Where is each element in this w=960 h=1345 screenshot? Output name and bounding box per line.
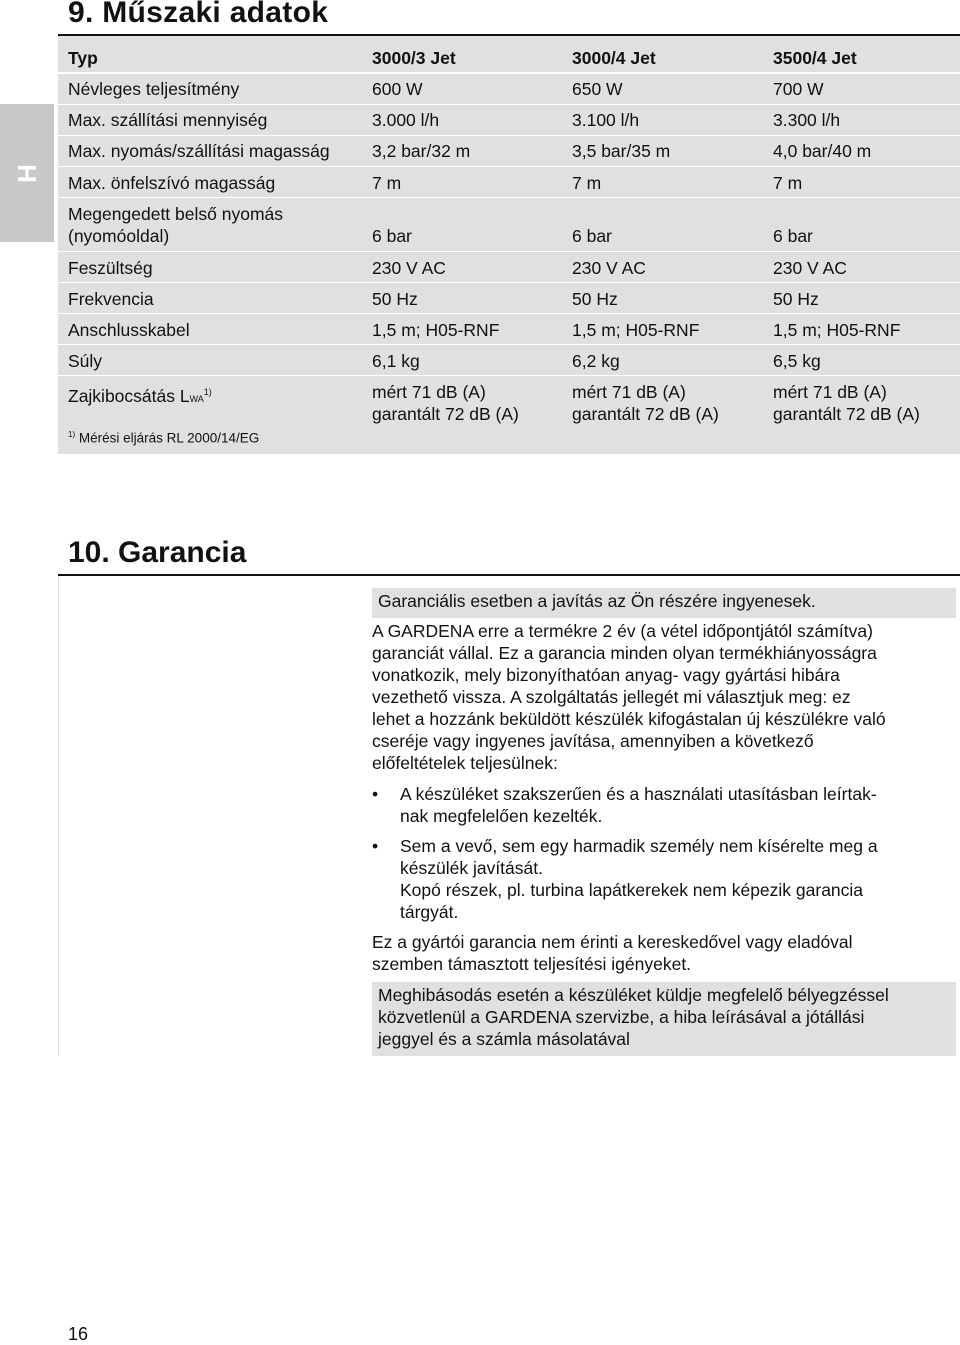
row-value: 50 Hz [773, 289, 819, 309]
row-separator [58, 251, 960, 252]
row-value: 6,2 kg [572, 351, 620, 371]
row-value: 700 W [773, 79, 824, 99]
row-value: mért 71 dB (A) [572, 382, 686, 402]
page-number: 16 [68, 1324, 89, 1344]
row-value: 50 Hz [572, 289, 618, 309]
row-value: 7 m [773, 173, 803, 193]
row-value: 3.300 l/h [773, 110, 841, 130]
row-value: 230 V AC [572, 258, 646, 278]
row-value: 6,5 kg [773, 351, 821, 371]
margin-rule [58, 576, 59, 1056]
row-value: 230 V AC [773, 258, 847, 278]
row-label: Max. szállítási mennyiség [68, 110, 268, 130]
row-separator [58, 166, 960, 167]
row-value: 6,1 kg [372, 351, 420, 371]
section-9-title: 9. Műszaki adatok [68, 0, 329, 29]
row-separator [58, 375, 960, 376]
row-label: Max. nyomás/szállítási magasság [68, 141, 330, 161]
row-label: Súly [68, 351, 103, 371]
row-value: mért 71 dB (A) [773, 382, 887, 402]
row-value: 3,5 bar/35 m [572, 141, 671, 161]
row-label: Megengedett belső nyomás [68, 204, 283, 224]
row-separator [58, 104, 960, 105]
row-value: 7 m [572, 173, 602, 193]
row-value: 6 bar [572, 226, 612, 246]
header-model-3: 3500/4 Jet [773, 48, 857, 68]
bullet-marker: • [372, 836, 379, 856]
row-value: 4,0 bar/40 m [773, 141, 872, 161]
row-value: 7 m [372, 173, 402, 193]
footnote: $^{1)}$ Mérési eljárás RL 2000/14/EG [68, 430, 260, 446]
row-value: garantált 72 dB (A) [372, 404, 519, 424]
row-value: 3.100 l/h [572, 110, 640, 130]
row-value: 6 bar [773, 226, 813, 246]
row-label: Anschlusskabel [68, 320, 190, 340]
title-rule [58, 574, 960, 576]
row-value: 650 W [572, 79, 623, 99]
noise-label: Zajkibocsátás LWA$^{1)}$ [68, 385, 212, 406]
bullet-marker: • [372, 784, 379, 804]
row-value: 50 Hz [372, 289, 418, 309]
guarantee-paragraph: Ez a gyártói garancia nem érinti a kereskedővel vagy eladóval szemben támasztott teljesítési igényeket. [372, 932, 853, 974]
row-separator [58, 135, 960, 136]
header-model-1: 3000/3 Jet [372, 48, 456, 68]
row-separator [58, 313, 960, 314]
row-value: 600 W [372, 79, 423, 99]
row-label: Max. önfelszívó magasság [68, 173, 276, 193]
row-separator [58, 344, 960, 345]
guarantee-intro: Garanciális esetben a javítás az Ön részére ingyenesek. [372, 588, 956, 618]
row-value: 3,2 bar/32 m [372, 141, 471, 161]
row-value: 230 V AC [372, 258, 446, 278]
guarantee-paragraph: A GARDENA erre a termékre 2 év (a vétel időpontjától számítva) garanciát vállal. Ez a garancia minden olyan termékhiányosságra vonatkozik, mely bizonyíthatóan anyag- vagy gyártási hibára vezethető vissza. A szolgáltatás jellegét mi választjuk meg: ez lehet a hozzánk beküldött készülék kifogástalan új készülékre való cseréje vagy ingyenes javítása, amennyiben a következő előfeltételek teljesülnek: [372, 621, 886, 773]
row-value: garantált 72 dB (A) [773, 404, 920, 424]
row-label: Feszültség [68, 258, 153, 278]
section-10-title: 10. Garancia [68, 536, 247, 569]
language-tab [0, 104, 54, 242]
row-value: 6 bar [372, 226, 412, 246]
row-value: 3.000 l/h [372, 110, 440, 130]
service-note: Meghibásodás esetén a készüléket küldje megfelelő bélyegzéssel közvetlenül a GARDENA szervizbe, a hiba leírásával a jótállási jeggyel és a számla másolatával [372, 982, 956, 1056]
row-value: 1,5 m; H05-RNF [773, 320, 901, 340]
row-value: garantált 72 dB (A) [572, 404, 719, 424]
list-item: Sem a vevő, sem egy harmadik személy nem kísérelte meg a készülék javítását. Kopó részek, pl. turbina lapátkerekek nem képezik garancia tárgyát. [400, 836, 878, 922]
header-model-2: 3000/4 Jet [572, 48, 656, 68]
row-label: Frekvencia [68, 289, 154, 309]
header-type: Typ [68, 48, 98, 68]
language-tab-label: H [11, 163, 42, 183]
row-label: Névleges teljesítmény [68, 79, 240, 99]
row-value: 1,5 m; H05-RNF [372, 320, 500, 340]
row-value: mért 71 dB (A) [372, 382, 486, 402]
row-separator [58, 197, 960, 198]
row-separator [58, 72, 960, 74]
row-separator [58, 282, 960, 283]
row-label: (nyomóoldal) [68, 226, 170, 246]
list-item: A készüléket szakszerűen és a használati utasításban leírtak- nak megfelelően kezelték. [400, 784, 877, 826]
row-value: 1,5 m; H05-RNF [572, 320, 700, 340]
